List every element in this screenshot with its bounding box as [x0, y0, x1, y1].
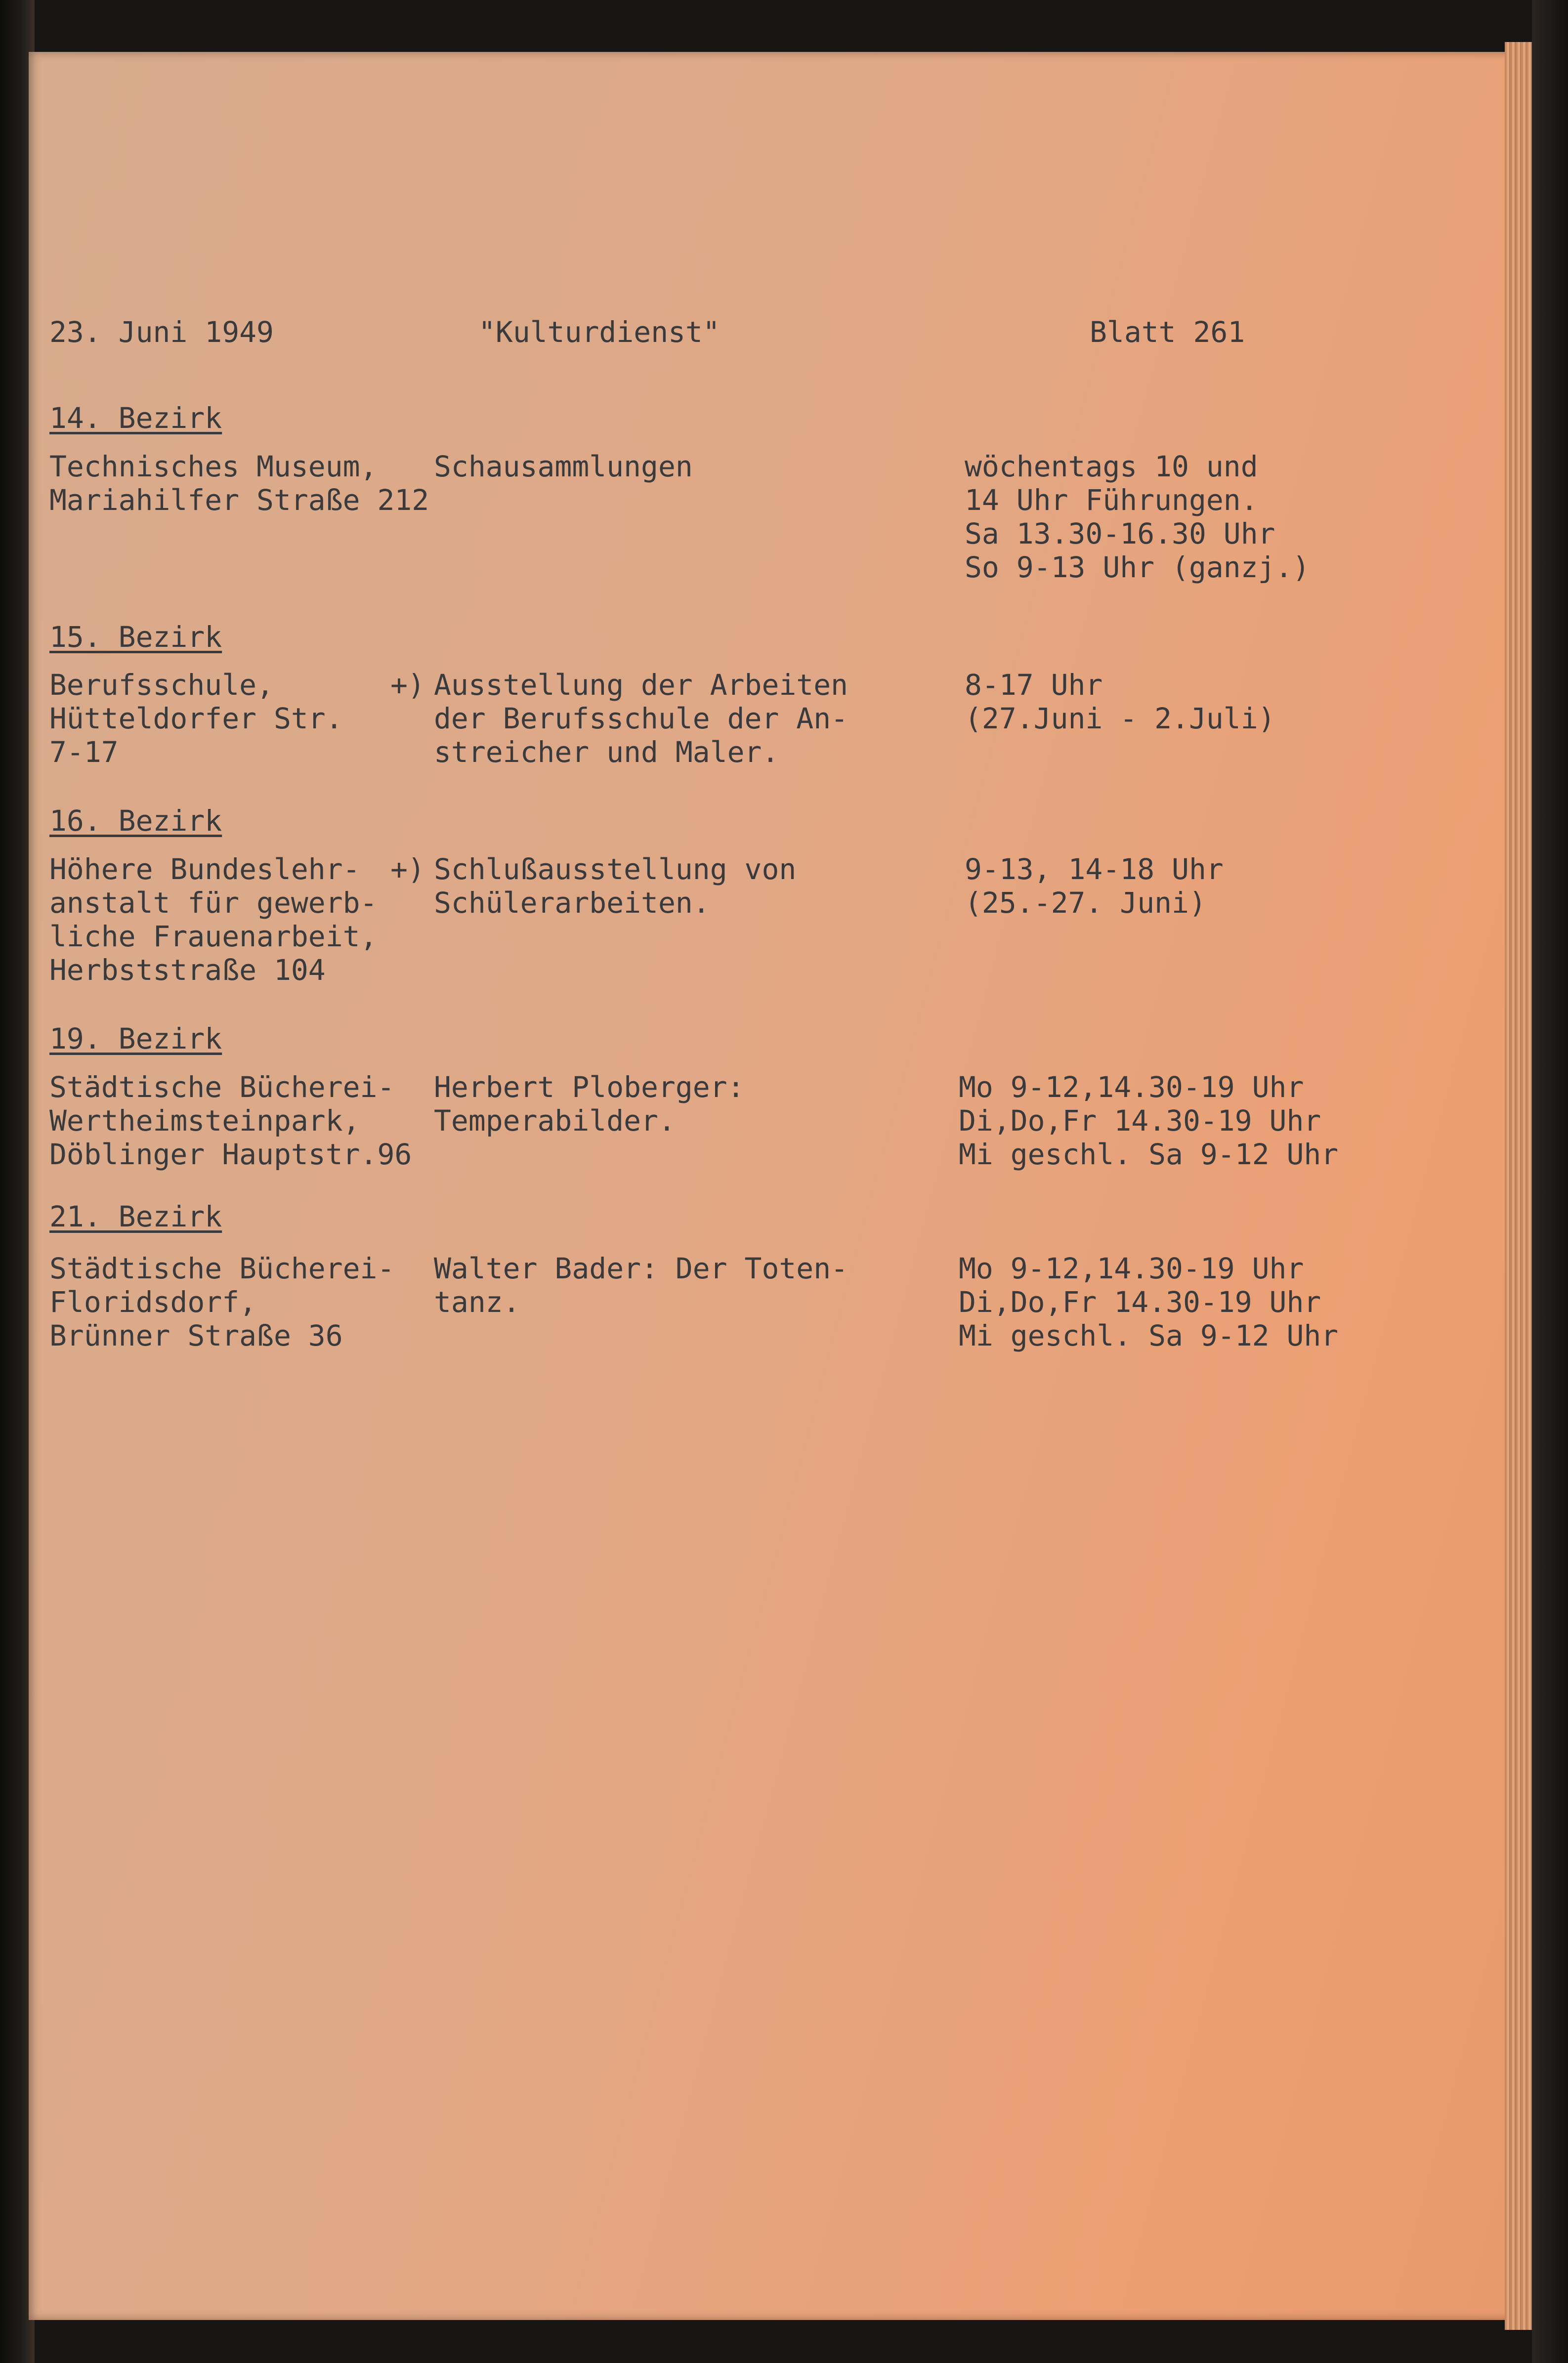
header-sheet-number: Blatt 261: [1090, 315, 1245, 349]
opening-hours: Mo 9-12,14.30-19 Uhr Di,Do,Fr 14.30-19 Uhr Mi geschl. Sa 9-12 Uhr: [959, 1070, 1339, 1171]
venue-address: Städtische Bücherei- Floridsdorf, Brünner Straße 36: [49, 1252, 395, 1352]
exhibition-title: Ausstellung der Arbeiten der Berufsschule der An- streicher und Maler.: [434, 668, 848, 769]
venue-address: Berufsschule, Hütteldorfer Str. 7-17: [49, 668, 343, 769]
exhibition-marker: +): [390, 668, 425, 702]
exhibition-title: Schausammlungen: [434, 450, 693, 483]
venue-address: Technisches Museum, Mariahilfer Straße 212: [49, 450, 429, 517]
exhibition-title: Schlußausstellung von Schülerarbeiten.: [434, 852, 797, 920]
typed-page: [29, 52, 1511, 2320]
venue-address: Höhere Bundeslehr- anstalt für gewerb- liche Frauenarbeit, Herbststraße 104: [49, 852, 378, 987]
district-heading: 14. Bezirk: [49, 401, 222, 435]
opening-hours: 9-13, 14-18 Uhr (25.-27. Juni): [965, 852, 1224, 920]
page-edges: [1505, 42, 1532, 2330]
exhibition-title: Herbert Ploberger: Temperabilder.: [434, 1070, 745, 1138]
opening-hours: 8-17 Uhr (27.Juni - 2.Juli): [965, 668, 1275, 735]
district-heading: 21. Bezirk: [49, 1200, 222, 1233]
exhibition-title: Walter Bader: Der Toten- tanz.: [434, 1252, 848, 1319]
district-heading: 19. Bezirk: [49, 1022, 222, 1055]
opening-hours: Mo 9-12,14.30-19 Uhr Di,Do,Fr 14.30-19 Uhr Mi geschl. Sa 9-12 Uhr: [959, 1252, 1339, 1352]
header-publication: "Kulturdienst": [478, 315, 720, 349]
header-date: 23. Juni 1949: [49, 315, 274, 349]
district-heading: 15. Bezirk: [49, 620, 222, 654]
venue-address: Städtische Bücherei- Wertheimsteinpark, Döblinger Hauptstr.96: [49, 1070, 412, 1171]
opening-hours: wöchentags 10 und 14 Uhr Führungen. Sa 13.30-16.30 Uhr So 9-13 Uhr (ganzj.): [965, 450, 1310, 584]
district-heading: 16. Bezirk: [49, 804, 222, 838]
exhibition-marker: +): [390, 852, 425, 886]
book-binding-right: [1532, 0, 1568, 2363]
